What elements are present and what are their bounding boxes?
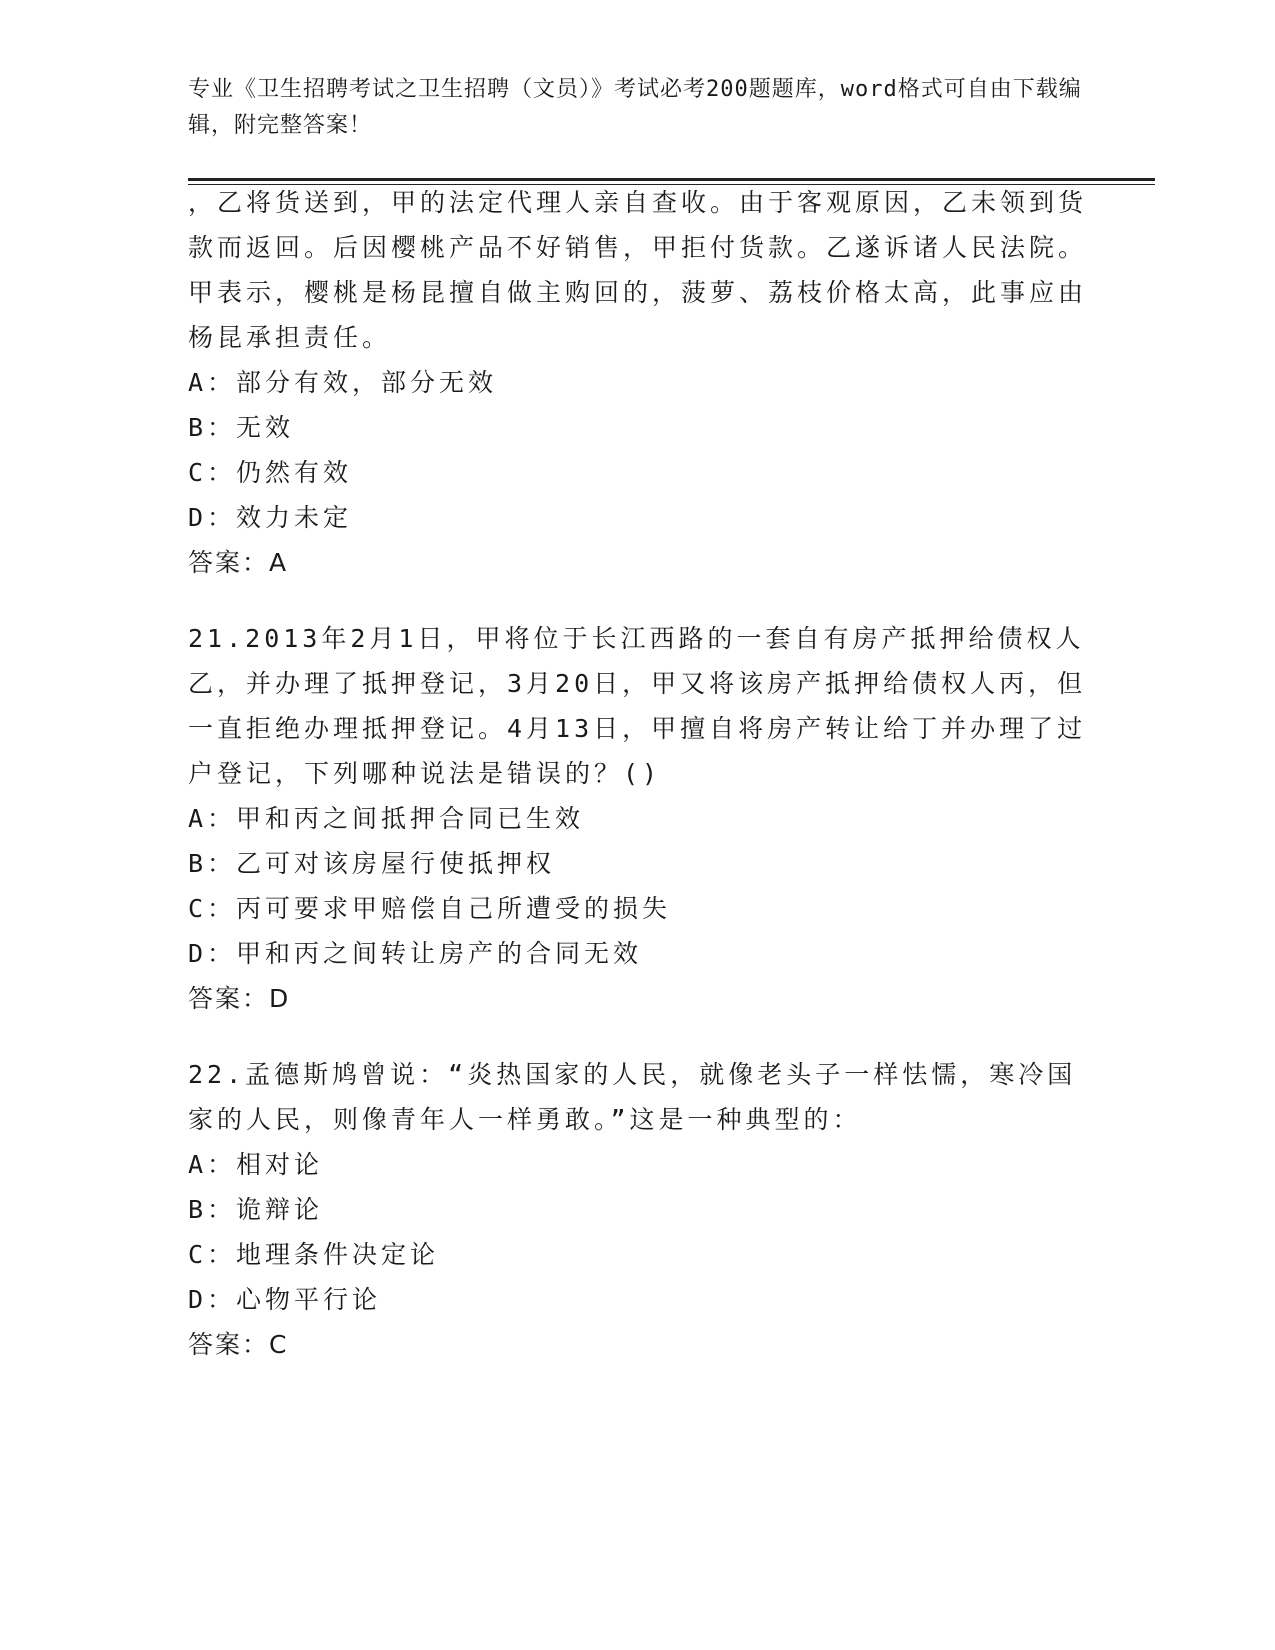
option-a: A：相对论 (188, 1150, 324, 1179)
option-b: B：无效 (188, 413, 295, 442)
option-a: A：部分有效，部分无效 (188, 368, 498, 397)
option-b: B：诡辩论 (188, 1195, 324, 1224)
option-d: D：甲和丙之间转让房产的合同无效 (188, 939, 643, 968)
question-block (188, 180, 1088, 585)
option-c: C：丙可要求甲赔偿自己所遭受的损失 (188, 894, 672, 923)
question-block (188, 1052, 1088, 1367)
question-text: 21.2013年2月1日，甲将位于长江西路的一套自有房产抵押给债权人乙，并办理了抵押登记，3月20日，甲又将该房产抵押给债权人丙，但一直拒绝办理抵押登记。4月13日，甲擅自将房产转让给丁并办理了过户登记，下列哪种说法是错误的？() (188, 624, 1087, 788)
option-c: C：仍然有效 (188, 458, 353, 487)
answer-line: 答案：A (188, 548, 289, 577)
document-header: 专业《卫生招聘考试之卫生招聘（文员）》考试必考200题题库，word格式可自由下载编辑，附完整答案！ (188, 77, 1082, 138)
option-a: A：甲和丙之间抵押合同已生效 (188, 804, 585, 833)
option-c: C：地理条件决定论 (188, 1240, 440, 1269)
question-text: ，乙将货送到，甲的法定代理人亲自查收。由于客观原因，乙未领到货款而返回。后因樱桃产品不好销售，甲拒付货款。乙遂诉诸人民法院。甲表示，樱桃是杨昆擅自做主购回的，菠萝、荔枝价格太高，此事应由杨昆承担责任。 (188, 188, 1088, 352)
question-block (188, 616, 1088, 1021)
option-d: D：效力未定 (188, 503, 353, 532)
option-d: D：心物平行论 (188, 1285, 382, 1314)
option-b: B：乙可对该房屋行使抵押权 (188, 849, 556, 878)
answer-line: 答案：D (188, 984, 291, 1013)
question-text: 22.孟德斯鸠曾说：“炎热国家的人民，就像老头子一样怯懦，寒冷国家的人民，则像青年人一样勇敢。”这是一种典型的： (188, 1060, 1077, 1134)
answer-line: 答案：C (188, 1330, 289, 1359)
